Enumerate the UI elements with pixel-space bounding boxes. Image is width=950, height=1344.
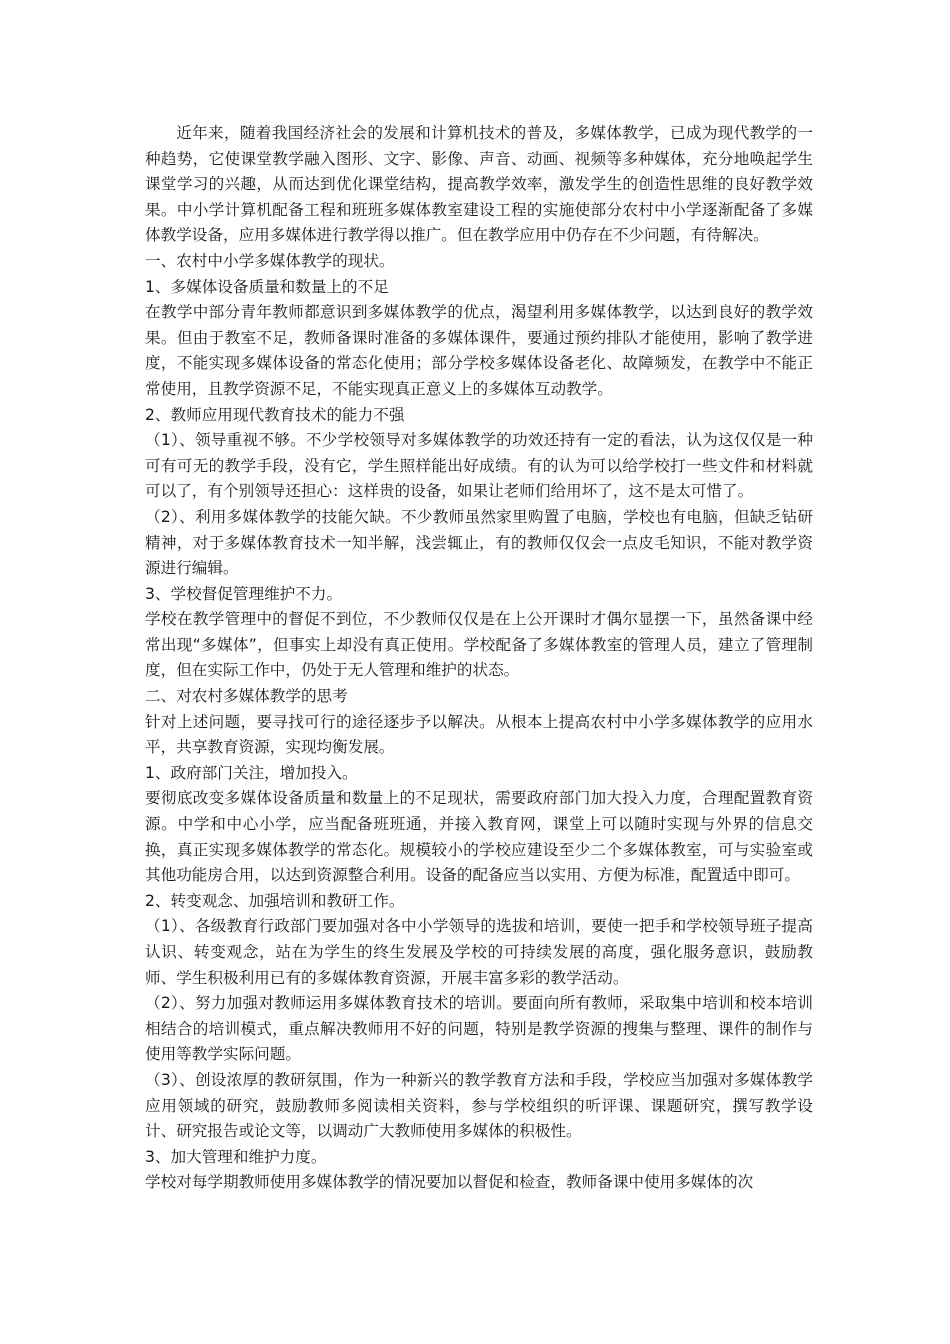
paragraph-training-1: （1）、各级教育行政部门要加强对各中小学领导的选拔和培训，要使一把手和学校领导班子提高认识、转变观念，站在为学生的终生发展及学校的可持续发展的高度，强化服务意识，鼓励教师、学生积极利用已有的多媒体教育资源，开展丰富多彩的教学活动。 <box>145 917 813 987</box>
subheading-maintenance: 3、加大管理和维护力度。 <box>145 1147 327 1166</box>
paragraph-skills: （2）、利用多媒体教学的技能欠缺。不少教师虽然家里购置了电脑，学校也有电脑，但缺乏钻研精神，对于多媒体教育技术一知半解，浅尝辄止，有的教师仅仅会一点皮毛知识，不能对教学资源进行编辑。 <box>145 507 813 578</box>
intro-paragraph: 近年来，随着我国经济社会的发展和计算机技术的普及，多媒体教学，已成为现代教学的一种趋势，它使课堂教学融入图形、文字、影像、声音、动画、视频等多种媒体，充分地唤起学生课堂学习的兴趣，从而达到优化课堂结构，提高教学效率，激发学生的创造性思维的良好教学效果。中小学计算机配备工程和班班多媒体教室建设工程的实施使部分农村中小学逐渐配备了多媒体教学设备，应用多媒体进行教学得以推广。但在教学应用中仍存在不少问题，有待解决。 <box>145 124 813 245</box>
paragraph-reflection-intro: 针对上述问题，要寻找可行的途径逐步予以解决。从根本上提高农村中小学多媒体教学的应用水平，共享教育资源，实现均衡发展。 <box>145 712 813 757</box>
paragraph-management: 学校在教学管理中的督促不到位，不少教师仅仅是在上公开课时才偶尔显摆一下，虽然备课中经常出现“多媒体”，但事实上却没有真正使用。学校配备了多媒体教室的管理人员，建立了管理制度，但在实际工作中，仍处于无人管理和维护的状态。 <box>145 610 813 680</box>
paragraph-training-2: （2）、努力加强对教师运用多媒体教育技术的培训。要面向所有教师，采取集中培训和校本培训相结合的培训模式，重点解决教师用不好的问题，特别是教学资源的搜集与整理、课件的制作与使用等教学实际问题。 <box>145 994 813 1064</box>
paragraph-maintenance: 学校对每学期教师使用多媒体教学的情况要加以督促和检查，教师备课中使用多媒体的次 <box>145 1173 754 1192</box>
section-heading-status: 一、农村中小学多媒体教学的现状。 <box>145 251 395 270</box>
document-body <box>145 121 813 1196</box>
paragraph-government: 要彻底改变多媒体设备质量和数量上的不足现状，需要政府部门加大投入力度，合理配置教育资源。中学和中心小学，应当配备班班通，并接入教育网，课堂上可以随时实现与外界的信息交换，真正实现多媒体教学的常态化。规模较小的学校应建设至少二个多媒体教室，可与实验室或其他功能房合用，以达到资源整合利用。设备的配备应当以实用、方便为标准，配置适中即可。 <box>145 789 813 885</box>
section-heading-reflection: 二、对农村多媒体教学的思考 <box>145 687 348 706</box>
subheading-training: 2、转变观念、加强培训和教研工作。 <box>145 891 405 910</box>
subheading-management: 3、学校督促管理维护不力。 <box>145 584 343 603</box>
paragraph-leadership: （1）、领导重视不够。不少学校领导对多媒体教学的功效还持有一定的看法，认为这仅仅是一种可有可无的教学手段，没有它，学生照样能出好成绩。有的认为可以给学校打一些文件和材料就可以了，有个别领导还担心：这样贵的设备，如果让老师们给用坏了，这不是太可惜了。 <box>145 431 813 501</box>
subheading-equipment-shortage: 1、多媒体设备质量和数量上的不足 <box>145 277 389 296</box>
subheading-teacher-ability: 2、教师应用现代教育技术的能力不强 <box>145 405 405 424</box>
paragraph-equipment-shortage: 在教学中部分青年教师都意识到多媒体教学的优点，渴望利用多媒体教学，以达到良好的教学效果。但由于教室不足，教师备课时准备的多媒体课件，要通过预约排队才能使用，影响了教学进度，不能实现多媒体设备的常态化使用；部分学校多媒体设备老化、故障频发，在教学中不能正常使用，且教学资源不足，不能实现真正意义上的多媒体互动教学。 <box>145 303 813 398</box>
paragraph-training-3: （3）、创设浓厚的教研氛围，作为一种新兴的教学教育方法和手段，学校应当加强对多媒体教学应用领域的研究，鼓励教师多阅读相关资料，参与学校组织的听评课、课题研究，撰写教学设计、研究报告或论文等，以调动广大教师使用多媒体的积极性。 <box>145 1070 813 1141</box>
subheading-government: 1、政府部门关注，增加投入。 <box>145 763 358 782</box>
